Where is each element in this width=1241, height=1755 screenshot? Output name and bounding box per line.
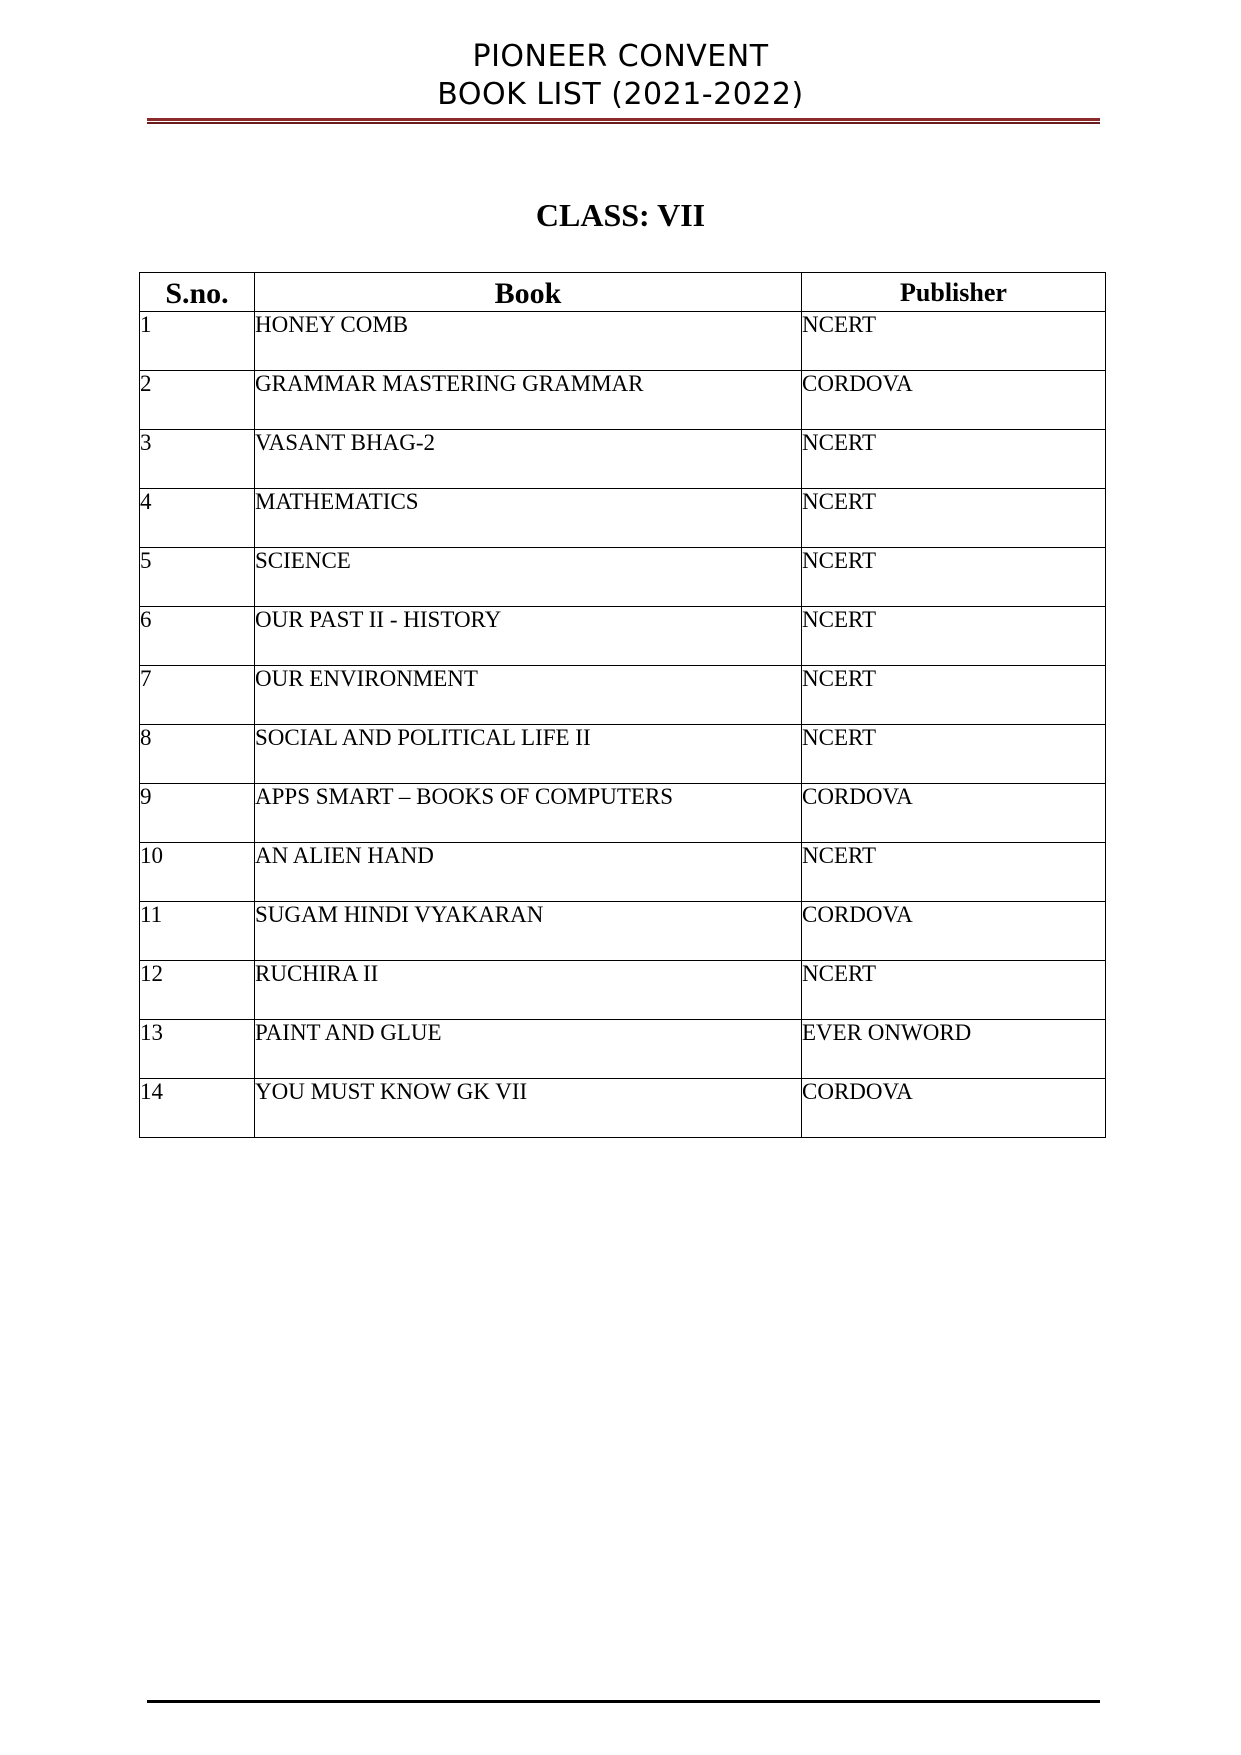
sno-cell: 5 [140, 548, 255, 607]
publisher-cell: NCERT [802, 489, 1106, 548]
table-row [140, 784, 1106, 843]
book-list-table [139, 272, 1106, 1138]
sno-cell: 4 [140, 489, 255, 548]
publisher-cell: CORDOVA [802, 784, 1106, 843]
publisher-cell: CORDOVA [802, 902, 1106, 961]
book-title-cell: YOU MUST KNOW GK VII [255, 1079, 802, 1138]
sno-cell: 6 [140, 607, 255, 666]
sno-cell: 9 [140, 784, 255, 843]
table-row [140, 430, 1106, 489]
sno-cell: 14 [140, 1079, 255, 1138]
book-title-cell: RUCHIRA II [255, 961, 802, 1020]
publisher-cell: NCERT [802, 312, 1106, 371]
publisher-cell: NCERT [802, 430, 1106, 489]
book-title-cell: HONEY COMB [255, 312, 802, 371]
sno-cell: 8 [140, 725, 255, 784]
column-header-publisher: Publisher [802, 273, 1106, 312]
table-body [140, 312, 1106, 1138]
sno-cell: 1 [140, 312, 255, 371]
table-row [140, 371, 1106, 430]
table-row [140, 548, 1106, 607]
sno-cell: 7 [140, 666, 255, 725]
publisher-cell: NCERT [802, 961, 1106, 1020]
column-header-sno: S.no. [140, 273, 255, 312]
table-row [140, 666, 1106, 725]
publisher-cell: CORDOVA [802, 1079, 1106, 1138]
table-row [140, 607, 1106, 666]
table-row [140, 1079, 1106, 1138]
class-title: CLASS: VII [535, 197, 706, 233]
book-title-cell: AN ALIEN HAND [255, 843, 802, 902]
publisher-cell: NCERT [802, 548, 1106, 607]
sno-cell: 3 [140, 430, 255, 489]
footer-divider [147, 1700, 1100, 1703]
table-header-row [140, 273, 1106, 312]
table-row [140, 312, 1106, 371]
header-divider [147, 118, 1100, 124]
table-row [140, 843, 1106, 902]
publisher-cell: NCERT [802, 725, 1106, 784]
book-title-cell: SOCIAL AND POLITICAL LIFE II [255, 725, 802, 784]
book-title-cell: OUR ENVIRONMENT [255, 666, 802, 725]
sno-cell: 12 [140, 961, 255, 1020]
table-row [140, 1020, 1106, 1079]
table-row [140, 725, 1106, 784]
table-row [140, 902, 1106, 961]
publisher-cell: NCERT [802, 607, 1106, 666]
publisher-cell: NCERT [802, 666, 1106, 725]
school-name: PIONEER CONVENT [472, 39, 769, 74]
book-title-cell: SUGAM HINDI VYAKARAN [255, 902, 802, 961]
book-title-cell: MATHEMATICS [255, 489, 802, 548]
sno-cell: 11 [140, 902, 255, 961]
book-title-cell: OUR PAST II - HISTORY [255, 607, 802, 666]
table-row [140, 489, 1106, 548]
book-title-cell: VASANT BHAG-2 [255, 430, 802, 489]
table-row [140, 961, 1106, 1020]
publisher-cell: EVER ONWORD [802, 1020, 1106, 1079]
book-title-cell: GRAMMAR MASTERING GRAMMAR [255, 371, 802, 430]
sno-cell: 10 [140, 843, 255, 902]
publisher-cell: NCERT [802, 843, 1106, 902]
book-title-cell: APPS SMART – BOOKS OF COMPUTERS [255, 784, 802, 843]
sno-cell: 13 [140, 1020, 255, 1079]
publisher-cell: CORDOVA [802, 371, 1106, 430]
book-title-cell: SCIENCE [255, 548, 802, 607]
sno-cell: 2 [140, 371, 255, 430]
book-title-cell: PAINT AND GLUE [255, 1020, 802, 1079]
book-list-title: BOOK LIST (2021-2022) [437, 77, 804, 112]
column-header-book: Book [255, 273, 802, 312]
document-header [0, 38, 1241, 114]
